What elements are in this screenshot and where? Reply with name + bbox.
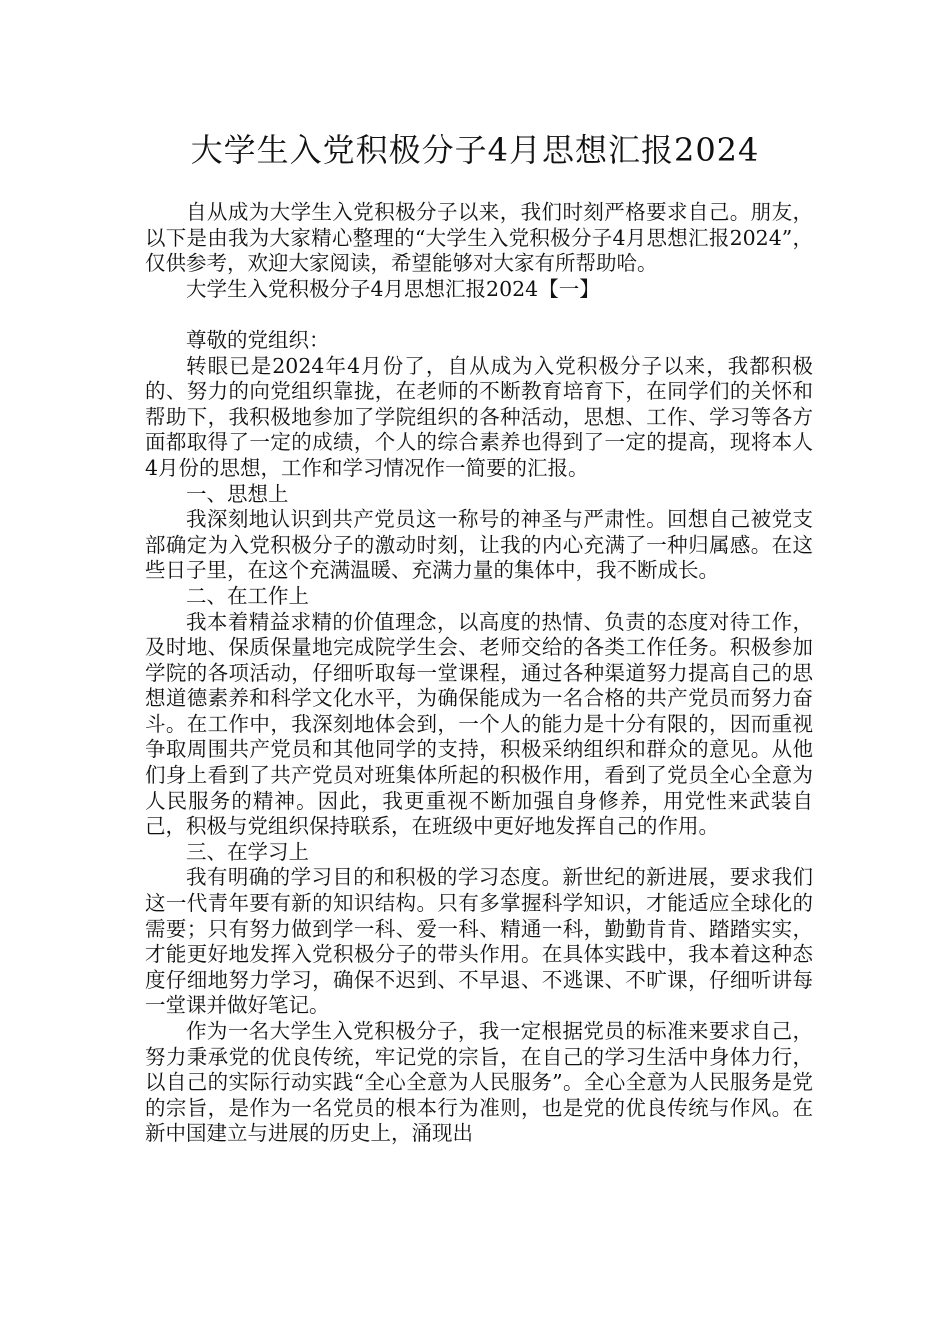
subheading-thought: 一、思想上: [186, 481, 289, 506]
document-title: 大学生入党积极分子4月思想汇报2024: [190, 131, 760, 169]
subheading-work: 二、在工作上: [186, 583, 309, 608]
body-paragraph: 我本着精益求精的价值理念，以高度的热情、负责的态度对待工作，及时地、保质保量地完成院学生会、老师交给的各类工作任务。积极参加学院的各项活动，仔细听取每一堂课程，通过各种渠道努力提高自己的思想道德素养和科学文化水平，为确保能成为一名合格的共产党员而努力奋斗。在工作中，我深刻地体会到，一个人的能力是十分有限的，因而重视争取周围共产党员和其他同学的支持，积极采纳组织和群众的意见。从他们身上看到了共产党员对班集体所起的积极作用，看到了党员全心全意为人民服务的精神。因此，我更重视不断加强自身修养，用党性来武装自己，积极与党组织保持联系，在班级中更好地发挥自己的作用。: [145, 609, 813, 839]
body-paragraph: 我深刻地认识到共产党员这一称号的神圣与严肃性。回想自己被党支部确定为入党积极分子的激动时刻，让我的内心充满了一种归属感。在这些日子里，在这个充满温暖、充满力量的集体中，我不断成长。: [145, 507, 813, 583]
intro-paragraph: 自从成为大学生入党积极分子以来，我们时刻严格要求自己。朋友，以下是由我为大家精心整理的“大学生入党积极分子4月思想汇报2024”，仅供参考，欢迎大家阅读，希望能够对大家有所帮助哈。: [145, 200, 813, 276]
body-paragraph: 作为一名大学生入党积极分子，我一定根据党员的标准来要求自己，努力秉承党的优良传统，牢记党的宗旨，在自己的学习生活中身体力行，以自己的实际行动实践“全心全意为人民服务”。全心全意为人民服务是党的宗旨，是作为一名党员的根本行为准则，也是党的优良传统与作风。在新中国建立与进展的历史上，涌现出: [145, 1019, 813, 1146]
document-body: [145, 200, 813, 1147]
body-paragraph: 转眼已是2024年4月份了，自从成为入党积极分子以来，我都积极的、努力的向党组织靠拢，在老师的不断教育培育下，在同学们的关怀和帮助下，我积极地参加了学院组织的各种活动，思想、工作、学习等各方面都取得了一定的成绩，个人的综合素养也得到了一定的提高，现将本人4月份的思想，工作和学习情况作一简要的汇报。: [145, 353, 813, 480]
body-paragraph: 我有明确的学习目的和积极的学习态度。新世纪的新进展，要求我们这一代青年要有新的知识结构。只有多掌握科学知识，才能适应全球化的需要；只有努力做到学一科、爱一科、精通一科，勤勤肯肯、踏踏实实，才能更好地发挥入党积极分子的带头作用。在具体实践中，我本着这种态度仔细地努力学习，确保不迟到、不早退、不逃课、不旷课，仔细听讲每一堂课并做好笔记。: [145, 865, 813, 1018]
blank-line: [145, 302, 813, 328]
salutation: 尊敬的党组织：: [186, 327, 330, 352]
subheading-study: 三、在学习上: [186, 839, 309, 864]
section-heading-one: 大学生入党积极分子4月思想汇报2024【一】: [186, 276, 600, 301]
